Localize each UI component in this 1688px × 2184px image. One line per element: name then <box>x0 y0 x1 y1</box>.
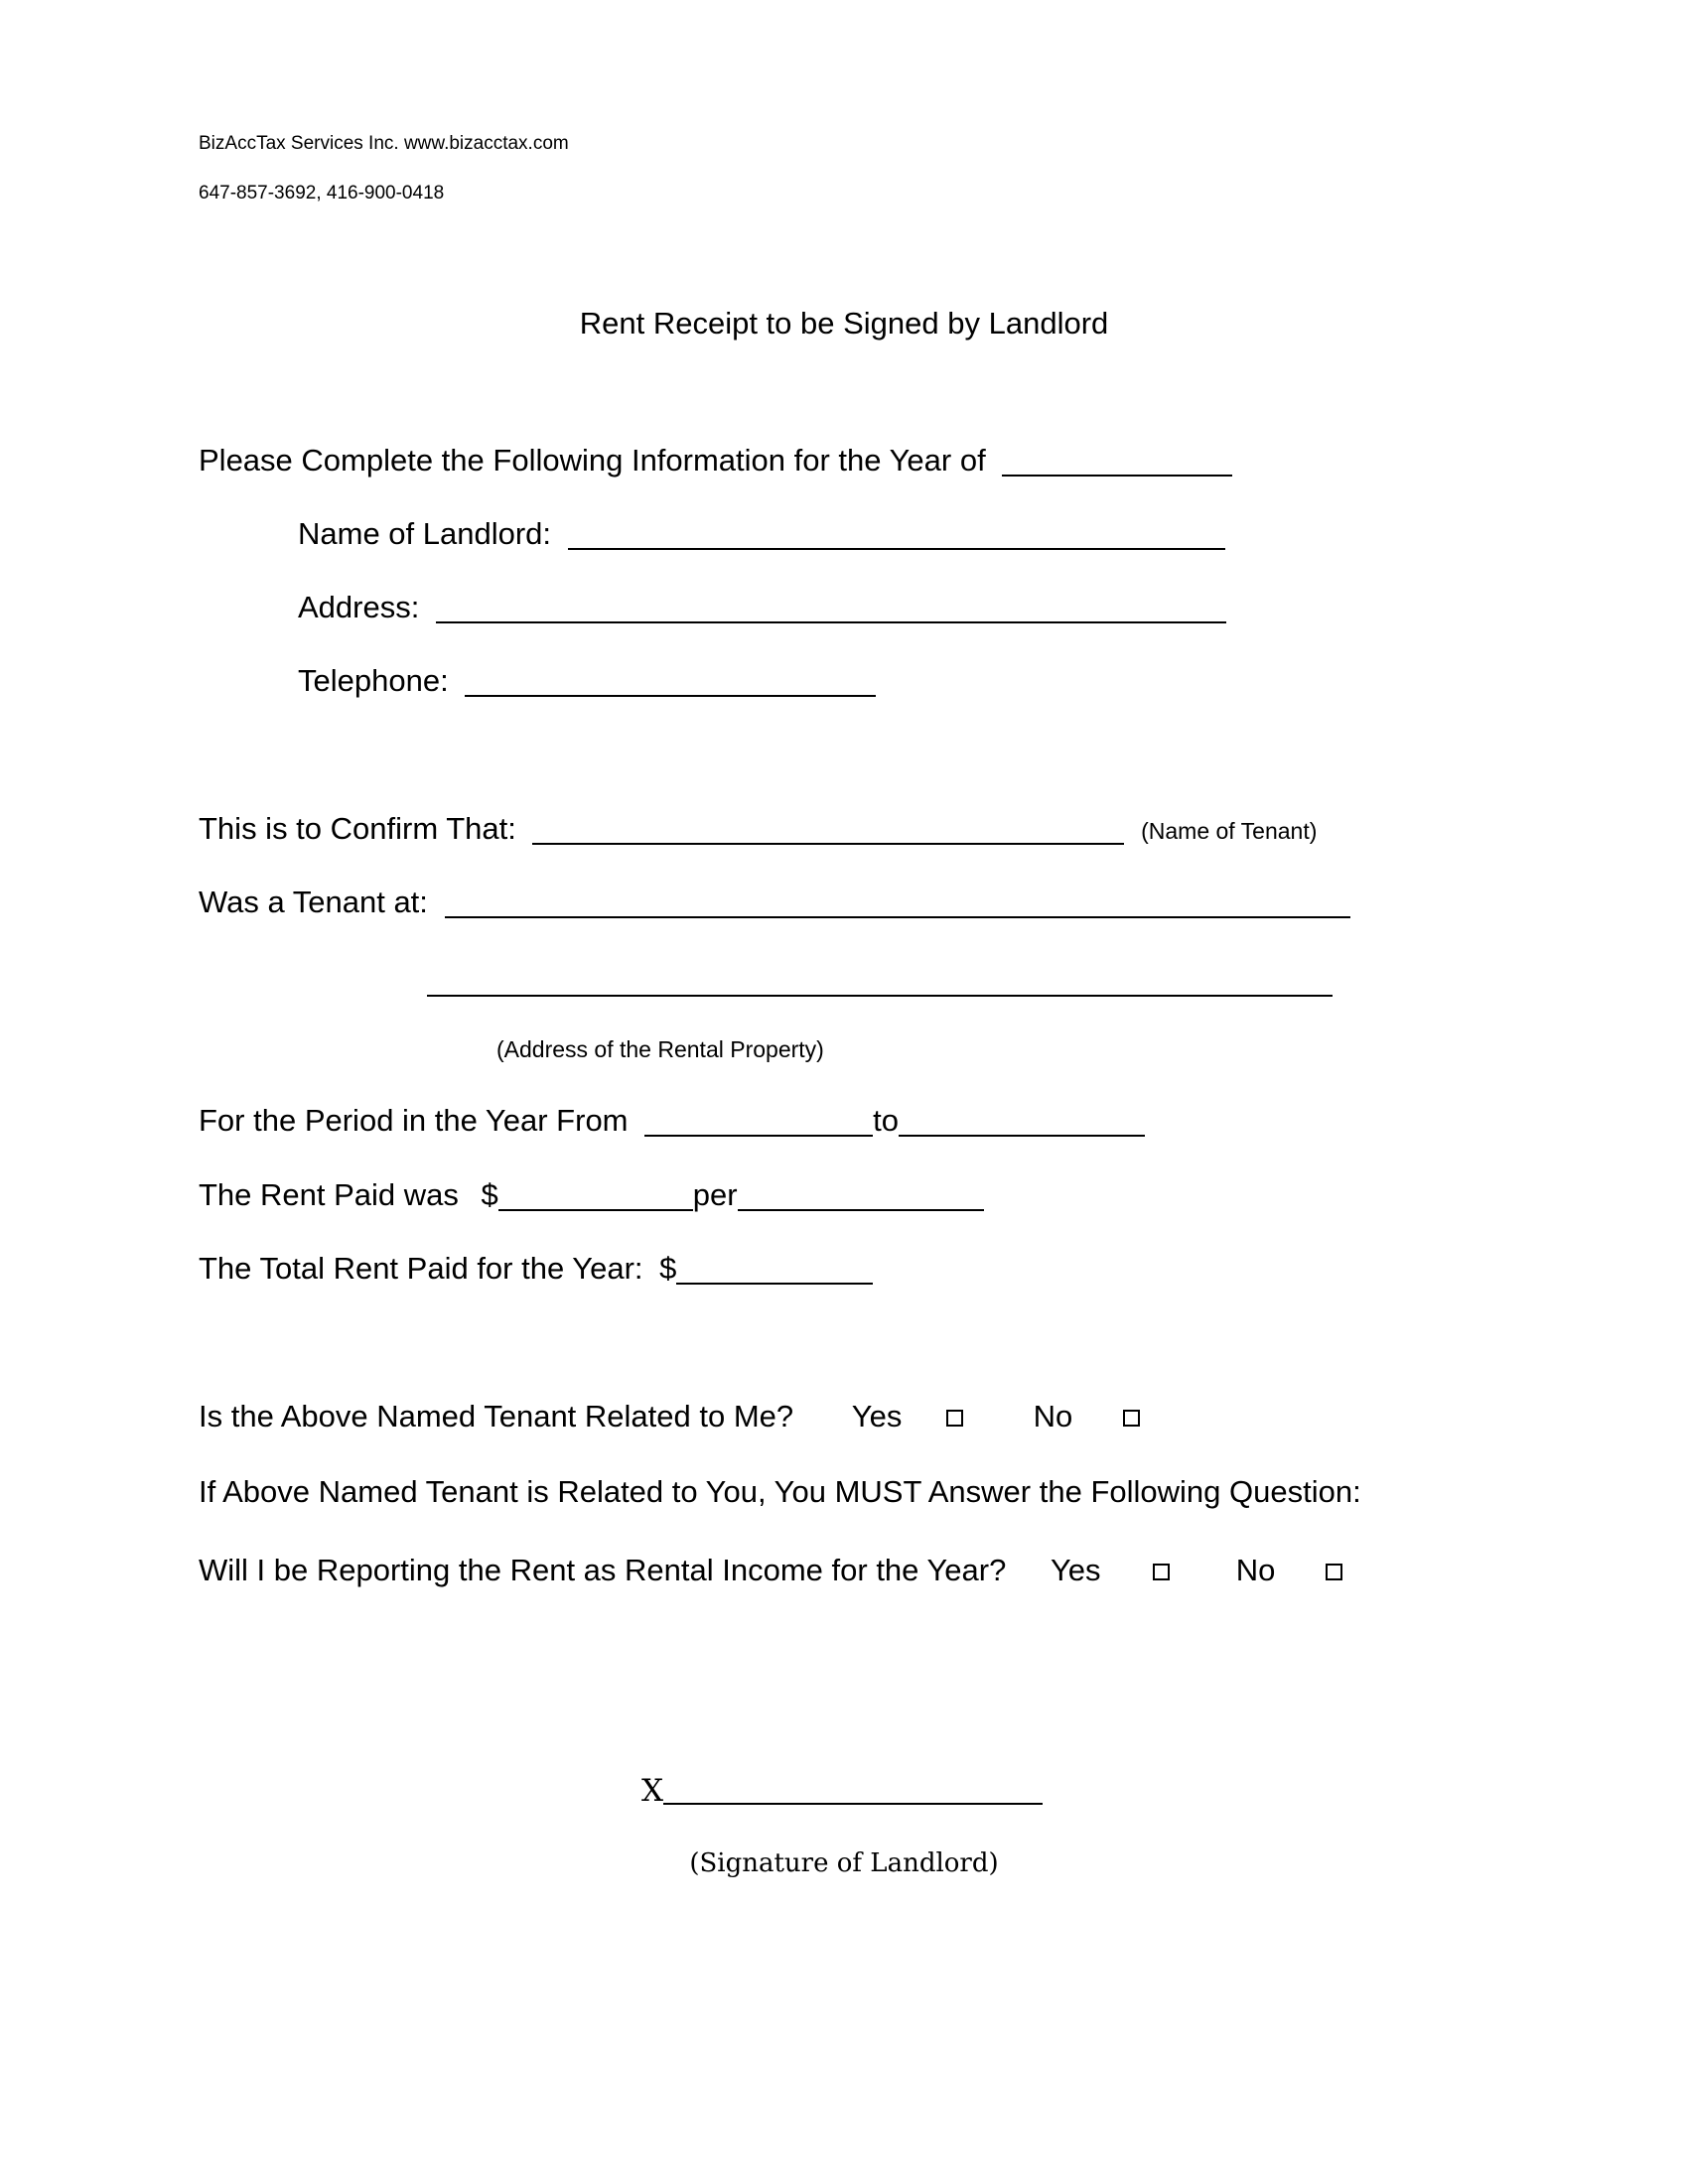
tenant-address-row-2 <box>427 961 1333 1001</box>
landlord-address-row <box>298 588 1226 627</box>
rent-paid-row <box>199 1175 984 1215</box>
tenant-at-label: Was a Tenant at: <box>199 885 428 919</box>
related-question-row <box>199 1397 1140 1436</box>
company-phones: 647-857-3692, 416-900-0418 <box>199 183 445 204</box>
period-to-field[interactable] <box>899 1107 1145 1137</box>
related-no-checkbox[interactable] <box>1123 1410 1140 1427</box>
landlord-telephone-row <box>298 661 876 701</box>
total-rent-field[interactable] <box>676 1255 873 1285</box>
total-rent-label: The Total Rent Paid for the Year: <box>199 1251 643 1286</box>
page-title: Rent Receipt to be Signed by Landlord <box>579 306 1109 341</box>
period-to-label: to <box>873 1103 899 1138</box>
period-row <box>199 1101 1145 1141</box>
landlord-address-field[interactable] <box>436 594 1226 623</box>
landlord-name-row <box>298 514 1225 554</box>
company-header: BizAccTax Services Inc. www.bizacctax.com <box>199 133 569 154</box>
total-rent-row <box>199 1249 873 1289</box>
reporting-no-checkbox[interactable] <box>1326 1564 1342 1580</box>
tenant-name-row <box>199 809 1317 851</box>
tenant-name-field[interactable] <box>532 815 1124 845</box>
rent-dollar-sign: $ <box>481 1177 498 1212</box>
reporting-yes-label: Yes <box>1050 1553 1101 1587</box>
rent-per-label: per <box>692 1177 738 1212</box>
related-yes-label: Yes <box>851 1399 903 1433</box>
tenant-name-note: (Name of Tenant) <box>1141 818 1318 844</box>
tenant-address-row <box>199 883 1350 922</box>
signature-caption: (Signature of Landlord) <box>689 1848 999 1878</box>
signature-row <box>641 1773 1043 1809</box>
landlord-telephone-field[interactable] <box>465 667 876 697</box>
period-from-field[interactable] <box>644 1107 873 1137</box>
related-question-label: Is the Above Named Tenant Related to Me? <box>199 1399 794 1433</box>
tenant-address-field-2[interactable] <box>427 967 1333 997</box>
signature-mark: X <box>641 1773 664 1809</box>
signature-field[interactable] <box>663 1775 1043 1805</box>
total-dollar-sign: $ <box>659 1251 677 1286</box>
rent-frequency-field[interactable] <box>738 1181 984 1211</box>
related-no-label: No <box>1033 1399 1073 1433</box>
reporting-yes-checkbox[interactable] <box>1153 1564 1170 1580</box>
landlord-address-label: Address: <box>298 590 420 624</box>
period-label: For the Period in the Year From <box>199 1103 629 1138</box>
reporting-question-label: Will I be Reporting the Rent as Rental Income for the Year? <box>199 1553 1007 1587</box>
reporting-question-row <box>199 1551 1342 1590</box>
tenant-address-field-1[interactable] <box>445 888 1350 918</box>
related-yes-checkbox[interactable] <box>946 1410 963 1427</box>
rental-address-note: (Address of the Rental Property) <box>496 1036 824 1062</box>
year-label: Please Complete the Following Information for the Year of <box>199 443 986 478</box>
landlord-telephone-label: Telephone: <box>298 663 449 698</box>
tenant-confirm-label: This is to Confirm That: <box>199 811 516 846</box>
must-answer-note: If Above Named Tenant is Related to You, You MUST Answer the Following Question: <box>199 1474 1361 1509</box>
year-field[interactable] <box>1002 447 1232 477</box>
reporting-no-label: No <box>1235 1553 1276 1587</box>
year-row <box>199 441 1232 480</box>
landlord-name-field[interactable] <box>568 520 1225 550</box>
rent-paid-label: The Rent Paid was <box>199 1177 459 1212</box>
landlord-name-label: Name of Landlord: <box>298 516 552 551</box>
rent-amount-field[interactable] <box>498 1181 693 1211</box>
